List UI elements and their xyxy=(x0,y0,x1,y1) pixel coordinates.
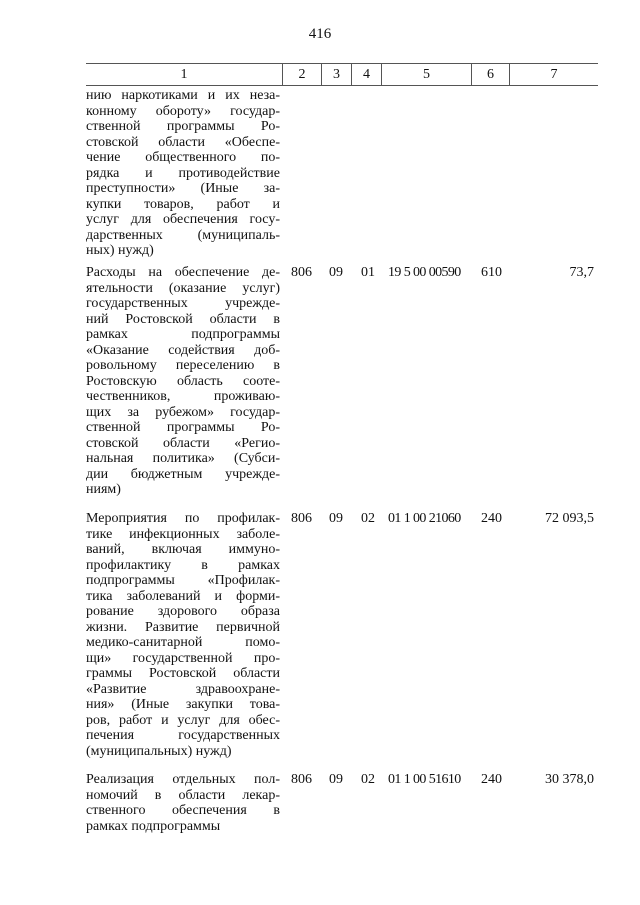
description-line: (муниципальных) нужд) xyxy=(86,743,232,759)
cell-col-5: 01 1 00 51610 xyxy=(388,772,461,787)
description-line: ров, работ и услуг для обес- xyxy=(86,712,280,728)
description-line: рамках подпрограммы xyxy=(86,818,221,834)
row-description xyxy=(86,265,280,498)
description-line: стовской области «Обеспе- xyxy=(86,134,280,150)
header-col-3: 3 xyxy=(322,64,352,85)
description-line: стовской области «Регио- xyxy=(86,435,280,451)
row-description xyxy=(86,511,280,759)
header-col-1: 1 xyxy=(86,64,283,85)
description-line: ниям) xyxy=(86,482,121,497)
header-col-4: 4 xyxy=(352,64,382,85)
description-line: щи» государственной про- xyxy=(86,650,280,666)
description-line: номочий в области лекар- xyxy=(86,787,280,803)
page-number: 416 xyxy=(308,26,332,42)
description-line: подпрограммы «Профилак- xyxy=(86,573,280,588)
description-line: купки товаров, работ и xyxy=(86,196,280,212)
description-line: профилактику в рамках xyxy=(86,557,280,573)
description-line: жизни. Развитие первичной xyxy=(86,619,280,635)
table-row xyxy=(86,265,598,498)
description-line: граммы Ростовской области xyxy=(86,666,280,681)
description-line: щих за рубежом» государ- xyxy=(86,404,280,420)
description-line: ния» (Иные закупки това- xyxy=(86,697,280,712)
description-line: рование здорового образа xyxy=(86,604,280,619)
description-line: нию наркотиками и их неза- xyxy=(86,88,280,103)
header-col-6: 6 xyxy=(472,64,510,85)
cell-col-3: 09 xyxy=(329,511,343,526)
cell-col-5: 19 5 00 00590 xyxy=(388,265,461,280)
cell-col-6: 240 xyxy=(481,511,502,526)
description-line: нальная политика» (Субси- xyxy=(86,451,280,466)
cell-col-3: 09 xyxy=(329,772,343,787)
cell-col-7: 72 093,5 xyxy=(545,511,594,526)
row-description xyxy=(86,772,280,834)
cell-col-7: 73,7 xyxy=(569,265,594,280)
description-line: государственных учрежде- xyxy=(86,296,280,311)
header-col-5: 5 xyxy=(382,64,472,85)
description-line: преступности» (Иные за- xyxy=(86,181,280,196)
cell-col-6: 240 xyxy=(481,772,502,787)
description-line: печения государственных xyxy=(86,728,280,743)
header-col-2: 2 xyxy=(283,64,322,85)
description-line: конному обороту» государ- xyxy=(86,103,280,119)
row-description xyxy=(86,88,280,259)
description-line: чественников, проживаю- xyxy=(86,389,280,404)
cell-col-4: 01 xyxy=(361,265,375,280)
description-line: дарственных (муниципаль- xyxy=(86,227,280,243)
description-line: чение общественного по- xyxy=(86,150,280,165)
description-line: Мероприятия по профилак- xyxy=(86,511,280,526)
description-line: Реализация отдельных пол- xyxy=(86,772,280,787)
description-line: Ростовскую область сооте- xyxy=(86,373,280,389)
description-line: ственной программы Ро- xyxy=(86,420,280,435)
description-line: «Оказание содействия доб- xyxy=(86,342,280,358)
description-line: ровольному переселению в xyxy=(86,358,280,373)
cell-col-3: 09 xyxy=(329,265,343,280)
table-row xyxy=(86,511,598,759)
description-line: ятельности (оказание услуг) xyxy=(86,280,280,296)
description-line: ных) нужд) xyxy=(86,243,154,258)
description-line: медико-санитарной помо- xyxy=(86,635,280,650)
description-line: дии бюджетным учрежде- xyxy=(86,466,280,482)
description-line: «Развитие здравоохране- xyxy=(86,681,280,697)
description-line: тика заболеваний и форми- xyxy=(86,588,280,604)
table-row xyxy=(86,772,598,834)
description-line: рядка и противодействие xyxy=(86,165,280,181)
description-line: ственной программы Ро- xyxy=(86,119,280,134)
table-row xyxy=(86,88,598,259)
description-line: услуг для обеспечения госу- xyxy=(86,212,280,227)
cell-col-2: 806 xyxy=(291,265,312,280)
cell-col-4: 02 xyxy=(361,511,375,526)
cell-col-5: 01 1 00 21060 xyxy=(388,511,461,526)
description-line: рамках подпрограммы xyxy=(86,327,280,342)
header-col-7: 7 xyxy=(550,67,558,82)
description-line: ваний, включая иммуно- xyxy=(86,542,280,557)
description-line: Расходы на обеспечение де- xyxy=(86,265,280,280)
table-header xyxy=(86,63,598,86)
cell-col-2: 806 xyxy=(291,772,312,787)
cell-col-7: 30 378,0 xyxy=(545,772,594,787)
cell-col-6: 610 xyxy=(481,265,502,280)
cell-col-2: 806 xyxy=(291,511,312,526)
description-line: ний Ростовской области в xyxy=(86,311,280,327)
cell-col-4: 02 xyxy=(361,772,375,787)
description-line: тике инфекционных заболе- xyxy=(86,526,280,542)
description-line: ственного обеспечения в xyxy=(86,803,280,818)
